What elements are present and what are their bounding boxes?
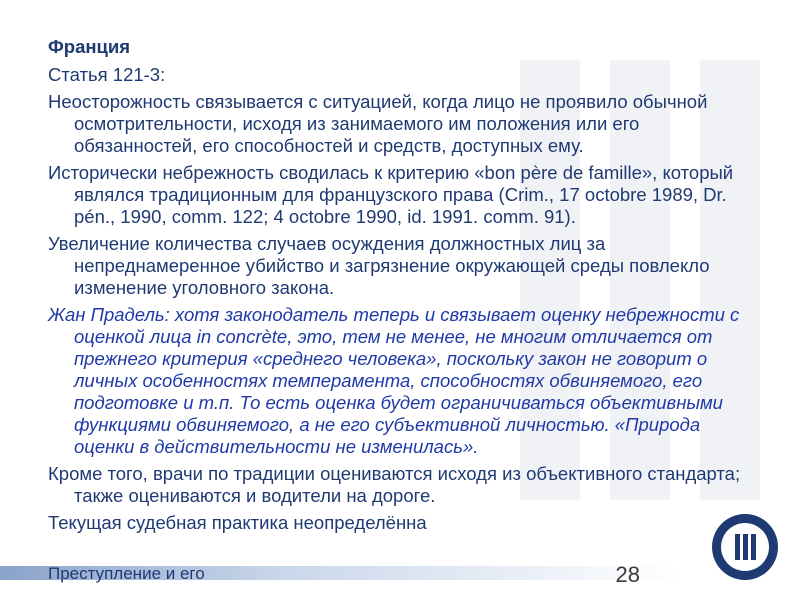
paragraph-2: Исторически небрежность сводилась к критерию «bon père de famille», который являлся традиционным для французского права (Crim., 17 octobre 1989, Dr. pén., 1990, comm. 122; 4 octobre 1990, id. 1991. comm. 91). [48,162,734,227]
pradel-quote: Жан Прадель: хотя законодатель теперь и связывает оценку небрежности с оценкой лица in concrète, это, тем не менее, не многим отличается от прежнего критерия «среднего человека», поскольку закон не говорит о личных особенностях темперамента, способностях обвиняемого, его подготовке и т.п. То есть оценка будет ограничиваться объективными функциями обвиняемого, а не его субъективной личностью. «Природа оценки в действительности не изменилась». [48,304,740,457]
paragraph-last: Кроме того, врачи по традиции оцениваются исходя из объективного стандарта; также оцениваются и водители на дороге. [48,463,741,506]
overflow-line: Текущая судебная практика неопределённа [48,512,427,533]
slide-content [48,36,748,539]
slide-number: 28 [615,562,640,587]
paragraph-1: Неосторожность связывается с ситуацией, когда лицо не проявило обычной осмотрительности, исходя из занимаемого им положения или его обязанностей, его способностей и средств, доступных ему. [48,91,708,156]
paragraph-3: Увеличение количества случаев осуждения должностных лиц за непреднамеренное убийство и загрязнение окружающей среды повлекло изменение уголовного закона. [48,233,710,298]
slide-heading: Франция [48,36,131,57]
footer-text: Преступление и его [48,564,205,583]
article-reference: Статья 121-3: [48,64,166,85]
university-logo [710,512,780,582]
